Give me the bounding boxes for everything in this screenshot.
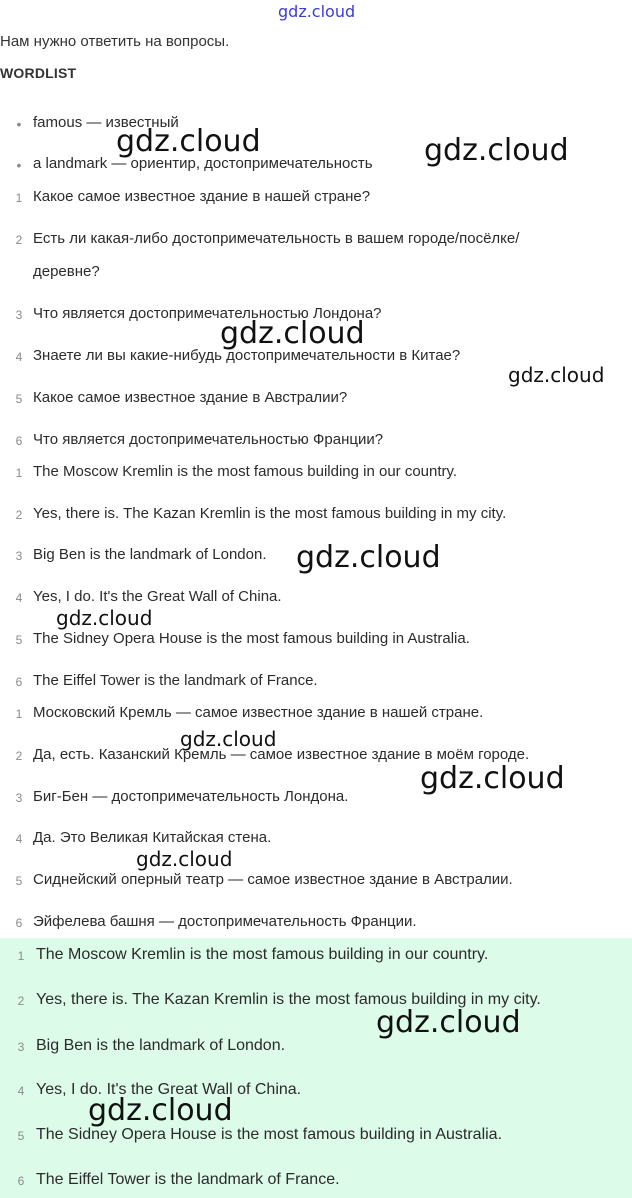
item-number: 3 xyxy=(17,1040,25,1054)
intro-text: Нам нужно ответить на вопросы. xyxy=(0,33,230,50)
item-number: 5 xyxy=(17,1129,25,1143)
watermark: gdz.cloud xyxy=(116,124,261,159)
item-number: 4 xyxy=(15,832,23,846)
item-number: 3 xyxy=(15,791,23,805)
answer-en-text: The Eiffel Tower is the landmark of France. xyxy=(33,672,318,689)
answer-ru-item xyxy=(0,829,632,853)
final-answer-item xyxy=(0,991,632,1015)
answer-ru-item xyxy=(0,871,632,895)
item-number: 6 xyxy=(17,1174,25,1188)
watermark: gdz.cloud xyxy=(136,847,233,871)
answer-ru-text: Сиднейский оперный театр — самое известное здание в Австралии. xyxy=(33,871,513,888)
watermark: gdz.cloud xyxy=(296,540,441,575)
final-answer-item xyxy=(0,1037,632,1061)
answer-ru-text: Да. Это Великая Китайская стена. xyxy=(33,829,272,846)
wordlist-heading: WORDLIST xyxy=(0,65,77,81)
final-answer-text: Big Ben is the landmark of London. xyxy=(36,1037,286,1054)
wordlist-text: famous — известный xyxy=(33,114,179,131)
question-text: Что является достопримечательностью Франции? xyxy=(33,431,384,448)
item-number: 5 xyxy=(15,392,23,406)
answer-ru-text: Биг-Бен — достопримечательность Лондона. xyxy=(33,788,349,805)
answer-en-text: Yes, I do. It's the Great Wall of China. xyxy=(33,588,282,605)
item-number: 3 xyxy=(15,549,23,563)
question-item xyxy=(0,389,632,413)
final-answer-text: The Eiffel Tower is the landmark of France. xyxy=(36,1171,340,1188)
item-number: 1 xyxy=(17,949,25,963)
watermark: gdz.cloud xyxy=(220,316,365,351)
answer-ru-text: Московский Кремль — самое известное здание в нашей стране. xyxy=(33,704,484,721)
watermark: gdz.cloud xyxy=(376,1005,521,1040)
watermark: gdz.cloud xyxy=(424,133,569,168)
final-answer-item xyxy=(0,946,632,970)
watermark: gdz.cloud xyxy=(180,727,277,751)
final-answer-text: Yes, there is. The Kazan Kremlin is the most famous building in my city. xyxy=(36,991,541,1008)
question-continuation xyxy=(0,263,632,287)
item-number: 1 xyxy=(15,191,23,205)
final-answer-text: The Moscow Kremlin is the most famous building in our country. xyxy=(36,946,489,963)
watermark: gdz.cloud xyxy=(56,606,153,630)
item-number: 1 xyxy=(15,707,23,721)
watermark: gdz.cloud xyxy=(420,761,565,796)
question-item xyxy=(0,431,632,455)
question-text-continued: деревне? xyxy=(33,263,100,280)
final-answer-item xyxy=(0,1126,632,1150)
question-text: Какое самое известное здание в нашей стране? xyxy=(33,188,371,205)
watermark: gdz.cloud xyxy=(88,1093,233,1128)
answer-en-item xyxy=(0,463,632,487)
question-text: Что является достопримечательностью Лондона? xyxy=(33,305,382,322)
watermark: gdz.cloud xyxy=(508,363,605,387)
item-number: 6 xyxy=(15,675,23,689)
item-number: 5 xyxy=(15,874,23,888)
answer-en-item xyxy=(0,505,632,529)
item-number: 2 xyxy=(15,233,23,247)
header-watermark: gdz.cloud xyxy=(278,2,356,21)
item-number: 2 xyxy=(15,508,23,522)
answer-en-text: The Sidney Opera House is the most famous building in Australia. xyxy=(33,630,470,647)
answer-ru-text: Эйфелева башня — достопримечательность Франции. xyxy=(33,913,417,930)
answer-ru-item xyxy=(0,704,632,728)
wordlist-text: a landmark — ориентир, достопримечательность xyxy=(33,155,373,172)
item-number: 2 xyxy=(17,994,25,1008)
answer-ru-text: Да, есть. Казанский Кремль — самое известное здание в моём городе. xyxy=(33,746,530,763)
item-number: 6 xyxy=(15,916,23,930)
item-number: 4 xyxy=(15,350,23,364)
question-text: Какое самое известное здание в Австралии? xyxy=(33,389,348,406)
answer-en-text: Big Ben is the landmark of London. xyxy=(33,546,267,563)
answer-en-text: Yes, there is. The Kazan Kremlin is the most famous building in my city. xyxy=(33,505,507,522)
item-number: 1 xyxy=(15,466,23,480)
item-number: 4 xyxy=(17,1084,25,1098)
item-number: 4 xyxy=(15,591,23,605)
answer-en-text: The Moscow Kremlin is the most famous building in our country. xyxy=(33,463,458,480)
item-number: 2 xyxy=(15,749,23,763)
final-answer-item xyxy=(0,1171,632,1195)
question-item xyxy=(0,188,632,212)
answer-ru-item xyxy=(0,913,632,937)
bullet-marker: • xyxy=(16,116,22,132)
item-number: 6 xyxy=(15,434,23,448)
final-answer-text: The Sidney Opera House is the most famous building in Australia. xyxy=(36,1126,503,1143)
answer-en-item xyxy=(0,672,632,696)
question-text: Знаете ли вы какие-нибудь достопримечательности в Китае? xyxy=(33,347,461,364)
item-number: 5 xyxy=(15,633,23,647)
question-item xyxy=(0,230,632,254)
item-number: 3 xyxy=(15,308,23,322)
answer-en-item xyxy=(0,630,632,654)
question-text: Есть ли какая-либо достопримечательность в вашем городе/посёлке/ xyxy=(33,230,520,247)
final-answer-text: Yes, I do. It's the Great Wall of China. xyxy=(36,1081,302,1098)
final-answers-block xyxy=(0,938,632,1198)
bullet-marker: • xyxy=(16,157,22,173)
